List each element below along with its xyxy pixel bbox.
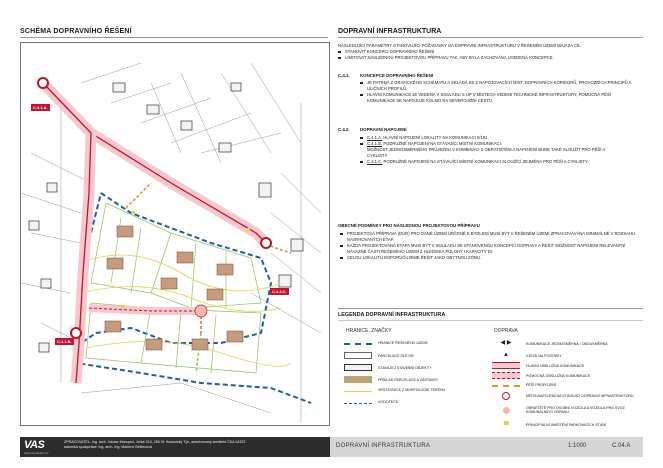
author-line: autorská spolupráce: Ing. arch. Ing. Marlene Bělčecová: [64, 445, 152, 450]
c41-block: [360, 80, 638, 104]
legend-item: STÁVAJÍCÍ STAVEBNÍ OBJEKTY: [344, 364, 432, 371]
intro-bullet: STANOVIT KONCEPCI DOPRAVNÍHO ŘEŠENÍ: [338, 49, 643, 55]
traffic-scheme-map: [20, 42, 330, 426]
c42-text: HLAVNÍ NAPOJENÍ LOKALITY NA KOMUNIKACI II/191.: [383, 135, 489, 140]
left-title: SCHÉMA DOPRAVNÍHO ŘEŠENÍ: [20, 28, 132, 35]
pedestrian-link: [126, 183, 151, 208]
conditions-bullet: KAŽDÁ PROJEKTOVANÁ ETAPA MUSÍ BÝT V SOULADU SE STANOVENOU KONCEPCÍ DOPRAVY A ŘEŠIT MOŽNOST NAPOJENÍ RELEVANTNÍ NÁVAZNÉ ČÁSTI ŘEŠENÉHO ÚZEMÍ Z HLEDISKA POLOHY I KAPACITY DI.: [340, 243, 640, 255]
legend-item: HRANICE ŘEŠENÉHO ÚZEMÍ: [344, 340, 428, 345]
c42-code[interactable]: C.4.1.C.: [367, 159, 383, 165]
author-line: ZPRACOVATEL: Ing. arch. Václav Manuprd, Jeřáb 316, 266 01 Hodoviský Týn, autorizovaný architekt ČKA 04323: [64, 440, 246, 444]
footer-code: C.04.A: [612, 443, 631, 449]
legend-right-title: DOPRAVA: [494, 328, 518, 334]
legend-swatch: ◀ ▶: [500, 340, 512, 346]
left-title-rule: [20, 37, 328, 38]
footer-scale: 1:1000: [568, 443, 587, 449]
map-label-a: C.4.1.A.: [33, 105, 48, 110]
map-drawing: [21, 43, 329, 425]
solved-area-boundary: [76, 193, 311, 403]
legend-swatch: [492, 385, 520, 387]
legend-swatch: [492, 407, 520, 414]
legend-swatch: [344, 352, 372, 359]
legend-item: MÍSTA NAPOJENÍ NA STÁVAJÍCÍ DOPRAVNÍ INFRASTRUKTURU: [492, 392, 638, 399]
c41-bullet: JE PATRNÁ Z GRAFICKÉHO SCHÉMATU A SKLÁDÁ SE Z NAPOJOVACÍCH MÍST, DOPRAVNÍCH KORIDORŮ, PROVOZNÍCH PRINCIPŮ A ULIČNÍCH PROFILŮ.: [360, 80, 638, 92]
turnaround: [195, 305, 207, 317]
conditions-bullet: CELOU LOKALITU DOPORUČUJEME ŘEŠIT JAKO OBYTNOU ZÓNU.: [340, 255, 640, 261]
right-title: DOPRAVNÍ INFRASTRUKTURA: [338, 28, 442, 35]
legend-item: ◀ ▶ KOMUNIKACE JEDNOSMĚRNÁ / OBOUSMĚRNÁ: [492, 340, 608, 347]
c42-text: PODRUŽNÉ NAPOJENÍ NA STÁVAJÍCÍ MÍSTNÍ KOMUNIKACI SLOUŽÍCÍ ZEJMÉNA PRO PĚŠÍ A CYKLISTY.: [383, 159, 589, 165]
conditions-bullet: PROJEKTOVÁ PŘÍPRAVA (DÚR) PRO DANÉ ÚZEMÍ URČENÉ K BYDLENÍ MUSÍ BÝT V ŘEŠENÉM ÚZEMÍ ZPRACOVÁVÁNA MINIMÁLNĚ V ROZSAHU NAVRHOVANÝCH ETAP.: [340, 231, 640, 243]
legend-item: HLAVNÍ OBSLUŽNÁ KOMUNIKACE: [492, 362, 584, 369]
c42-number: C.4.2.: [338, 127, 350, 132]
c42-text: PODRUŽNÉ NAPOJENÍ NA STÁVAJÍCÍ MÍSTNÍ KOMUNIKACI.: [383, 141, 502, 147]
intro-bullet: LIMITOVAT NÁSLEDNOU PROJEKTOVOU PŘÍPRAVU TAK, ABY BYLA ZACHOVÁNA UVEDENÁ KONCEPCE.: [338, 55, 643, 61]
c41-title: KONCEPCE DOPRAVNÍHO ŘEŠENÍ: [360, 73, 434, 78]
c42-block: [360, 135, 620, 165]
legend-swatch: [344, 364, 372, 371]
legend-item: PARCELACE DLE KN: [344, 352, 413, 359]
cadastral-parcels: [21, 63, 321, 423]
legend-item: PĚŠÍ PROPOJENÍ: [492, 382, 556, 387]
legend-item: PRINCIPIÁLNÍ UMÍSTĚNÍ PARKOVACÍCH STÁNÍ: [492, 421, 606, 428]
c42-code[interactable]: C.4.1.A.: [367, 135, 383, 140]
legend-item: PŘÍKLAD PARCELACE A ZÁSTAVBY: [344, 376, 438, 383]
c41-number: C.4.1.: [338, 73, 350, 78]
logo: VAS: [24, 439, 45, 451]
c42-code[interactable]: C.4.1.B.: [367, 141, 383, 147]
legend-item: VODOTEČE: [344, 400, 398, 404]
legend-item: VRSTEVNICE Z MORFOLOGIE TERÉNU: [344, 388, 445, 392]
legend-swatch: [492, 392, 520, 399]
legend-swatch: [492, 362, 520, 369]
legend-swatch: [344, 343, 372, 345]
footer-authors: [20, 437, 330, 457]
c42-text: MOŽNOST JEDNOSMĚRNÉHO PRŮJEZDU V KOMBINACI S OBRATIŠTĚM A NAPOJENÍ BUDE TAKÉ SLOUŽIT PRO PĚŠÍ A CYKLISTY.: [367, 147, 605, 159]
conditions-title: OBECNÉ PODMÍNKY PRO NÁSLEDNOU PROJEKTOVOU PŘÍPRAVU: [338, 223, 480, 228]
legend-swatch: [344, 376, 372, 383]
footer-section: DOPRAVNÍ INFRASTRUKTURA: [336, 443, 431, 449]
map-label-c: C.4.2.C.: [272, 289, 287, 294]
logo-sub: www.vas-ateliers.cz: [24, 451, 49, 455]
legend-swatch: [492, 372, 520, 379]
legend-swatch: [344, 391, 372, 392]
legend-swatch: [492, 421, 520, 428]
legend-rule: [338, 308, 643, 309]
c41-bullet: HLAVNÍ KOMUNIKACE JE VEDENA V SOULADU S ÚP V MÍSTECH VEDENÍ TECHNICKÉ INFRASTRUKTURY, POMOCNÁ PĚŠÍ KOMUNIKACE SE NAPOJUJE KOLMO NA SEVEROJIŽNÍ CESTU.: [360, 92, 638, 104]
c42-title: DOPRAVNÍ NAPOJENÍ: [360, 127, 407, 132]
footer-title-block: [330, 437, 643, 457]
example-buildings: [105, 226, 243, 350]
legend-left-title: HRANICE, ZNAČKY: [346, 328, 392, 334]
legend-item: OBRATIŠTĚ PRO OSOBNÍ VOZIDLA A VOZIDLA PRO SVOZ KOMUNÁLNÍHO ODPADU: [492, 406, 638, 414]
legend-title: LEGENDA DOPRAVNÍ INFRASTRUKTURA: [338, 312, 446, 318]
legend-swatch: ▲: [503, 352, 509, 358]
map-label-b: C.4.1.B.: [57, 339, 72, 344]
intro-text: NÁSLEDUJÍCÍ PARAMETRY STANOVUJÍCÍ POŽADAVKY NA DOPRAVNÍ INFRASTRUKTURU V ŘEŠENÉM ÚZEMÍ MAJÍ ZA CÍL:: [338, 43, 582, 48]
right-title-rule: [338, 37, 643, 38]
legend-swatch: [344, 403, 372, 404]
conditions-block: [340, 231, 640, 261]
intro-block: [338, 43, 643, 61]
legend-item: ▲ VJEZD NA POZEMKY: [492, 352, 562, 359]
legend-item: POMOCNÁ OBSLUŽNÁ KOMUNIKACE: [492, 372, 590, 379]
